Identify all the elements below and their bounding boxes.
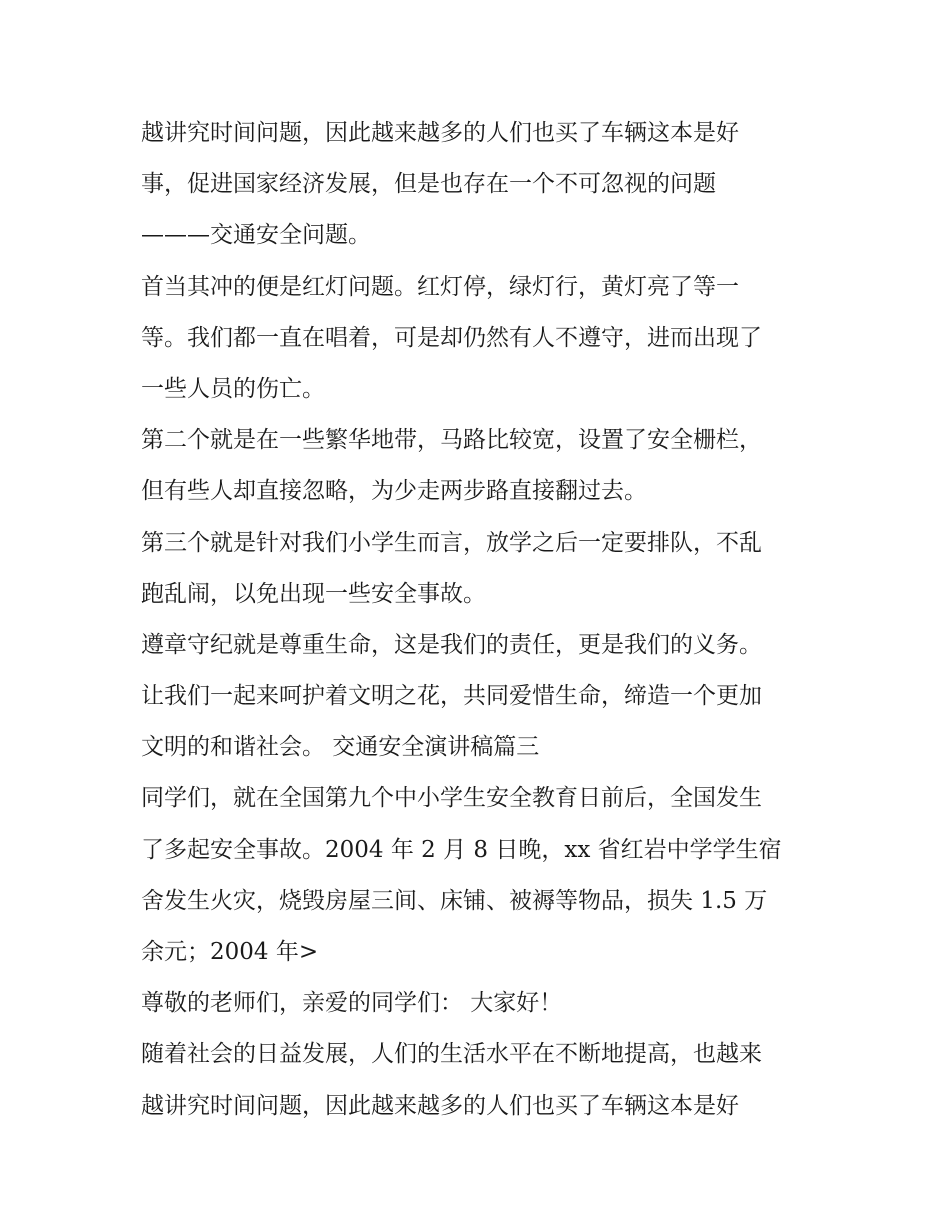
text-line: 了多起安全事故。2004 年 2 月 8 日晚，xx 省红岩中学学生宿: [141, 836, 782, 863]
text-line: ———交通安全问题。: [141, 222, 371, 249]
text-line: 随着社会的日益发展，人们的生活水平在不断地提高，也越来: [141, 1041, 762, 1068]
text-line: 第三个就是针对我们小学生而言，放学之后一定要排队，不乱: [141, 529, 762, 556]
text-line: 文明的和谐社会。 交通安全演讲稿篇三: [141, 734, 540, 761]
text-line: 遵章守纪就是尊重生命，这是我们的责任，更是我们的义务。: [141, 631, 762, 658]
text-line: 但有些人却直接忽略，为少走两步路直接翻过去。: [141, 478, 647, 505]
text-line: 首当其冲的便是红灯问题。红灯停，绿灯行，黄灯亮了等一: [141, 273, 739, 300]
text-line: 跑乱闹，以免出现一些安全事故。: [141, 580, 486, 607]
text-line: 第二个就是在一些繁华地带，马路比较宽，设置了安全栅栏，: [141, 427, 762, 454]
text-line: 尊敬的老师们，亲爱的同学们： 大家好！: [141, 990, 563, 1017]
text-line: 等。我们都一直在唱着，可是却仍然有人不遵守，进而出现了: [141, 324, 762, 351]
text-line: 舍发生火灾，烧毁房屋三间、床铺、被褥等物品，损失 1.5 万: [141, 887, 768, 914]
text-line: 余元；2004 年>: [141, 939, 319, 965]
text-line: 同学们，就在全国第九个中小学生安全教育日前后，全国发生: [141, 785, 762, 812]
text-line: 越讲究时间问题，因此越来越多的人们也买了车辆这本是好: [141, 120, 739, 146]
text-line: 越讲究时间问题，因此越来越多的人们也买了车辆这本是好: [141, 1092, 739, 1119]
text-line: 事，促进国家经济发展，但是也存在一个不可忽视的问题: [141, 171, 716, 198]
document-body: [141, 108, 841, 1132]
text-line: 一些人员的伤亡。: [141, 375, 325, 402]
text-line: 让我们一起来呵护着文明之花，共同爱惜生命，缔造一个更加: [141, 683, 762, 710]
